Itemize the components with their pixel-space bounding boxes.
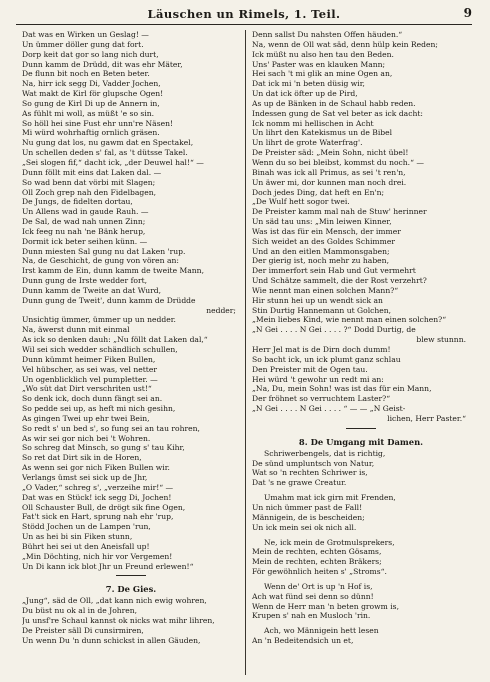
text-line: Ick müßt nu also hen tau den Beden. bbox=[252, 49, 394, 59]
text-line: Ick feeg nu nah 'ne Bänk herup, bbox=[22, 226, 146, 236]
text-line: Wie nennt man einen solchen Mann?“ bbox=[252, 285, 399, 295]
text-line: För gewöhnlich heiten s' „Stroms“. bbox=[252, 567, 387, 577]
text-line: „Jung“, säd de Oll, „dat kann nich ewig wohren, bbox=[22, 596, 207, 606]
text-line: „O Vader,“ schreg s', „verzeihe mir!“ — bbox=[22, 482, 174, 492]
text-line: Dat was en Stück! ick segg Di, Jochen! bbox=[22, 492, 172, 502]
text-line: As fühlt mi woll, as müßt 'e so sin. bbox=[22, 108, 155, 118]
text-line: De Preister kamm mal nah de Stuw' herinner bbox=[252, 207, 427, 217]
text-line: Der fröhnet so verruchtem Laster?“ bbox=[252, 394, 391, 404]
text-line: Wat makt de Kirl för glupsche Ogen! bbox=[22, 89, 164, 99]
text-line: blew stunnn. bbox=[416, 335, 466, 345]
section-title-8: 8. De Umgang mit Damen. bbox=[298, 436, 424, 447]
text-line: Oll Schauster Bull, de drögt sik fine Ogen, bbox=[22, 502, 186, 512]
text-line: Wenn du so bei bleibst, kommst du noch.“ — bbox=[252, 157, 424, 167]
text-line: Indessen gung de Sat vel beter as ick dacht: bbox=[252, 108, 423, 118]
text-line: Un as hei bi sin Fiken stunn, bbox=[22, 532, 133, 542]
text-line: Un ogenblicklich vel pumpletter. — bbox=[22, 374, 158, 384]
text-line: De Preister säll Di cunsirmiren, bbox=[22, 625, 144, 635]
running-title: Läuschen un Rimels, 1. Teil. bbox=[147, 7, 341, 21]
text-line: Un wenn Du 'n dunn schickst in allen Gäuden, bbox=[22, 635, 201, 645]
text-line: Irst kamm de Ein, dunn kamm de tweite Mann, bbox=[22, 266, 204, 276]
text-line: Un lihrt den Katekismus un de Bibel bbox=[252, 128, 393, 138]
text-line: Doch jedes Ding, dat heft en En'n; bbox=[252, 187, 385, 197]
text-line: De Preister säd: „Mein Sohn, nicht übel! bbox=[252, 148, 409, 158]
stanza-2 bbox=[252, 493, 470, 532]
text-line: „Na, Du, mein Sohn! was ist das für ein Mann, bbox=[252, 384, 432, 394]
text-line: Ach, wo Männigein hett lesen bbox=[264, 626, 379, 636]
text-line: Un Di kann ick blot Jhr un Freund erlewen!“ bbox=[22, 561, 194, 571]
text-line: Un säd tau uns: „Min leiwen Kinner, bbox=[252, 217, 392, 227]
text-line: „N Gei . . . . N Gei . . . . “ — — „N Geist- bbox=[252, 404, 406, 414]
text-line: Sich weidet an des Goldes Schimmer bbox=[252, 236, 395, 246]
text-line: As wenn sei gor nich Fiken Bullen wir. bbox=[22, 463, 170, 473]
text-line: „De Wulf hett sogor twei. bbox=[252, 197, 350, 207]
text-line: Un äwer mi, dor kunnen man noch drei. bbox=[252, 177, 407, 187]
text-line: Den Preister mit de Ogen tau. bbox=[252, 364, 368, 374]
text-line: Un nich ümmer past de Fall! bbox=[252, 502, 363, 512]
text-line: Un schellen deden s' fal, as 't dütsse Takel. bbox=[22, 148, 188, 158]
text-line: Und an den eitlen Mammonsgaben; bbox=[252, 246, 390, 256]
text-line: Un ick mein sei ok nich all. bbox=[252, 522, 357, 532]
text-line: Verlangs ümst sei sick up de Jhr, bbox=[22, 472, 148, 482]
text-line: Ach wat fünd sei denn so dünn! bbox=[252, 591, 374, 601]
text-line: Ne, ick mein de Grotmulsprekers, bbox=[264, 537, 395, 547]
text-line: Herr Jel mat is de Dirn doch dumm! bbox=[252, 345, 391, 354]
text-line: Wat so 'n rechten Schriwer is, bbox=[252, 468, 368, 478]
text-line: An 'n Bedeitendsich un et, bbox=[252, 636, 354, 646]
text-line: Hir stunn hei up un wendt sick an bbox=[252, 295, 383, 305]
text-line: Un ümmer döller gung dat fort. bbox=[22, 39, 144, 49]
text-line: Dorp keit dat gor so lang nich durt, bbox=[22, 49, 159, 59]
text-line: So ret dat Dirt sik in de Horen, bbox=[22, 453, 142, 463]
text-line: Und Schätze sammelt, die der Rost verzehrt? bbox=[252, 276, 427, 286]
text-line: „Sei slogen fif,“ dacht ick, „der Deuwel hal!“ — bbox=[22, 157, 204, 167]
text-line: Hei würd 't gewohr un redt mi an: bbox=[252, 374, 384, 384]
text-line: Uns' Paster was en klauken Mann; bbox=[252, 59, 386, 69]
text-line: So schreg dat Minsch, so gung s' tau Kihr, bbox=[22, 443, 185, 453]
text-line: Der gierig ist, noch mehr zu haben, bbox=[252, 256, 389, 266]
text-line: As ick so denken dauh: „Nu föllt dat Laken dal,“ bbox=[22, 335, 208, 345]
text-line: Wil sei sich wedder schändlich schullen, bbox=[22, 345, 178, 354]
text-line: Dunn gung de Tweit', dunn kamm de Drüdde bbox=[22, 295, 196, 305]
page-number: 9 bbox=[463, 6, 472, 20]
text-line: Dunn miesten Sal gung nu dat Laken 'rup. bbox=[22, 246, 186, 256]
stanza-4 bbox=[252, 582, 470, 621]
poem-7-continued-text bbox=[252, 30, 470, 424]
section-rule bbox=[346, 428, 376, 429]
text-line: So pedde sei up, as heft mi nich gesihn, bbox=[22, 404, 176, 414]
section-title-7: 7. De Gies. bbox=[105, 584, 157, 595]
text-line: So denk ick, doch dunn fängt sei an. bbox=[22, 394, 163, 404]
left-column bbox=[22, 30, 240, 646]
text-line: De Sal, de wad nah unnen Zinn; bbox=[22, 217, 146, 227]
text-line: „N Gei . . . . N Gei . . . . ?“ Dodd Durtig, de bbox=[252, 325, 416, 335]
text-line: As gingen Twei up ehr twei Bein, bbox=[22, 413, 150, 423]
right-column bbox=[252, 30, 470, 646]
text-line: Un Allens wad in gaude Rauh. — bbox=[22, 207, 149, 217]
text-line: Binah was ick all Primus, as sei 't ren'n, bbox=[252, 167, 406, 177]
text-line: Du büst nu ok al in de Johren, bbox=[22, 606, 138, 616]
text-line: De Jungs, de fidelten dortau, bbox=[22, 197, 133, 207]
text-line: Dat ick mi 'n beten düsig wir, bbox=[252, 79, 365, 89]
text-line: „Mein liebes Kind, wie nennt man einen solchen?“ bbox=[252, 315, 447, 325]
text-line: Ick nomm mi hellischen in Acht bbox=[252, 118, 374, 128]
text-line: Na, de Geschicht, de gung von vören an: bbox=[22, 256, 179, 266]
text-line: Dunn kamm de Tweite an dat Wurd, bbox=[22, 285, 162, 295]
text-line: Dormit ick beter seihen künn. — bbox=[22, 236, 148, 246]
text-line: „Min Döchting, nich hir vor Vergemen! bbox=[22, 551, 173, 561]
text-line: Dunn gung de Irste wedder fort, bbox=[22, 276, 148, 286]
text-line: Stödd Jochen un de Lampen 'run, bbox=[22, 522, 151, 532]
text-line: lichen, Herr Paster.“ bbox=[387, 413, 466, 423]
text-line: As up de Bänken in de Schaul habb reden. bbox=[252, 98, 416, 108]
text-line: Wenn de Herr man 'n beten growm is, bbox=[252, 601, 399, 611]
poem-7-text bbox=[22, 596, 240, 645]
page-header bbox=[16, 6, 472, 25]
section-rule bbox=[116, 575, 146, 576]
stanza-1 bbox=[252, 449, 470, 488]
text-line: Na, äwerst dunn mit einmal bbox=[22, 325, 130, 335]
text-line: So redt s' un bed s', so fung sei an tau rohren, bbox=[22, 423, 200, 433]
text-line: Oll Zoch grep nah den Fidelbagen, bbox=[22, 187, 157, 197]
text-line: Dunn kümmt heimer Fiken Bullen, bbox=[22, 354, 156, 364]
text-line: Krupen s' nah en Musloch 'rin. bbox=[252, 611, 371, 621]
text-line: Un dat ick öfter up de Pird, bbox=[252, 89, 358, 99]
text-line: Mein de rechten, echten Bräkers; bbox=[252, 557, 382, 567]
text-line: Wenn de' Ort is up 'n Hof is, bbox=[264, 581, 373, 591]
text-line: Was ist das für ein Mensch, der immer bbox=[252, 226, 401, 236]
text-line: Männigein, de is bescheiden; bbox=[252, 512, 365, 522]
text-line: Na, hirr ick segg Di, Vadder Jochen, bbox=[22, 79, 161, 89]
text-line: Stin Durtig Hannemann ut Golchen, bbox=[252, 305, 392, 315]
stanza-3 bbox=[252, 538, 470, 577]
text-line: Vel hübscher, as sei was, vel netter bbox=[22, 364, 157, 374]
column-divider bbox=[245, 30, 246, 675]
text-line: Dunn föllt mit eins dat Laken dal. — bbox=[22, 167, 162, 177]
text-line: Dunn kamm de Drüdd, dit was ehr Mäter, bbox=[22, 59, 183, 69]
text-line: Mi würd wohrhaftig ornlich gräsen. bbox=[22, 128, 160, 138]
text-line: „Wo süt dat Dirt verschriten ust!“ bbox=[22, 384, 152, 394]
text-line: So gung de Kirl Di up de Annern in, bbox=[22, 98, 160, 108]
text-line: Der immerfort sein Hab und Gut vermehrt bbox=[252, 266, 416, 276]
text-line: Dat was en Wirken un Geslag! — bbox=[22, 30, 149, 39]
text-line: Na, wenn de Oll wat säd, denn hülp kein Reden; bbox=[252, 39, 438, 49]
text-line: Schriwerbengels, dat is richtig, bbox=[264, 448, 386, 458]
text-line: Unsichtig ümmer, ümmer up un nedder. bbox=[22, 315, 176, 325]
text-line: Bührt hei sei ut den Aneisfall up! bbox=[22, 541, 150, 551]
text-line: De flunn bit noch en Beten beter. bbox=[22, 69, 150, 79]
text-line: De sünd umpluntsch von Natur, bbox=[252, 458, 375, 468]
text-line: Ju unsf're Schaul kannst ok nicks wat mihr lihren, bbox=[22, 616, 215, 626]
text-line: Dat 's ne grawe Creatur. bbox=[252, 478, 347, 488]
text-line: Fat't sick en Hart, sprung nah ehr 'rup, bbox=[22, 512, 174, 522]
stanza-5 bbox=[252, 626, 470, 646]
text-line: Nu gung dat los, nu gawm dat en Spectakel, bbox=[22, 138, 194, 148]
text-line: nedder; bbox=[206, 305, 236, 315]
text-line: Mein de rechten, echten Gösams, bbox=[252, 547, 382, 557]
text-line: So wad benn dat vörbi mit Slagen; bbox=[22, 177, 156, 187]
text-line: Denn sallst Du nahsten Offen häuden.“ bbox=[252, 30, 403, 39]
text-line: So bacht ick, un ick plumt ganz schlau bbox=[252, 354, 401, 364]
text-line: So höll hei sine Fust ehr unn're Näsen! bbox=[22, 118, 174, 128]
poem-6-text bbox=[22, 30, 240, 571]
text-line: Hei sach 't mi glik an mine Ogen an, bbox=[252, 69, 393, 79]
text-line: Un lihrt de grote Waterfrag'. bbox=[252, 138, 363, 148]
text-line: Umahm mat ick girn mit Frenden, bbox=[264, 493, 396, 503]
text-line: As wir sei gor nich bei 't Wohren. bbox=[22, 433, 151, 443]
